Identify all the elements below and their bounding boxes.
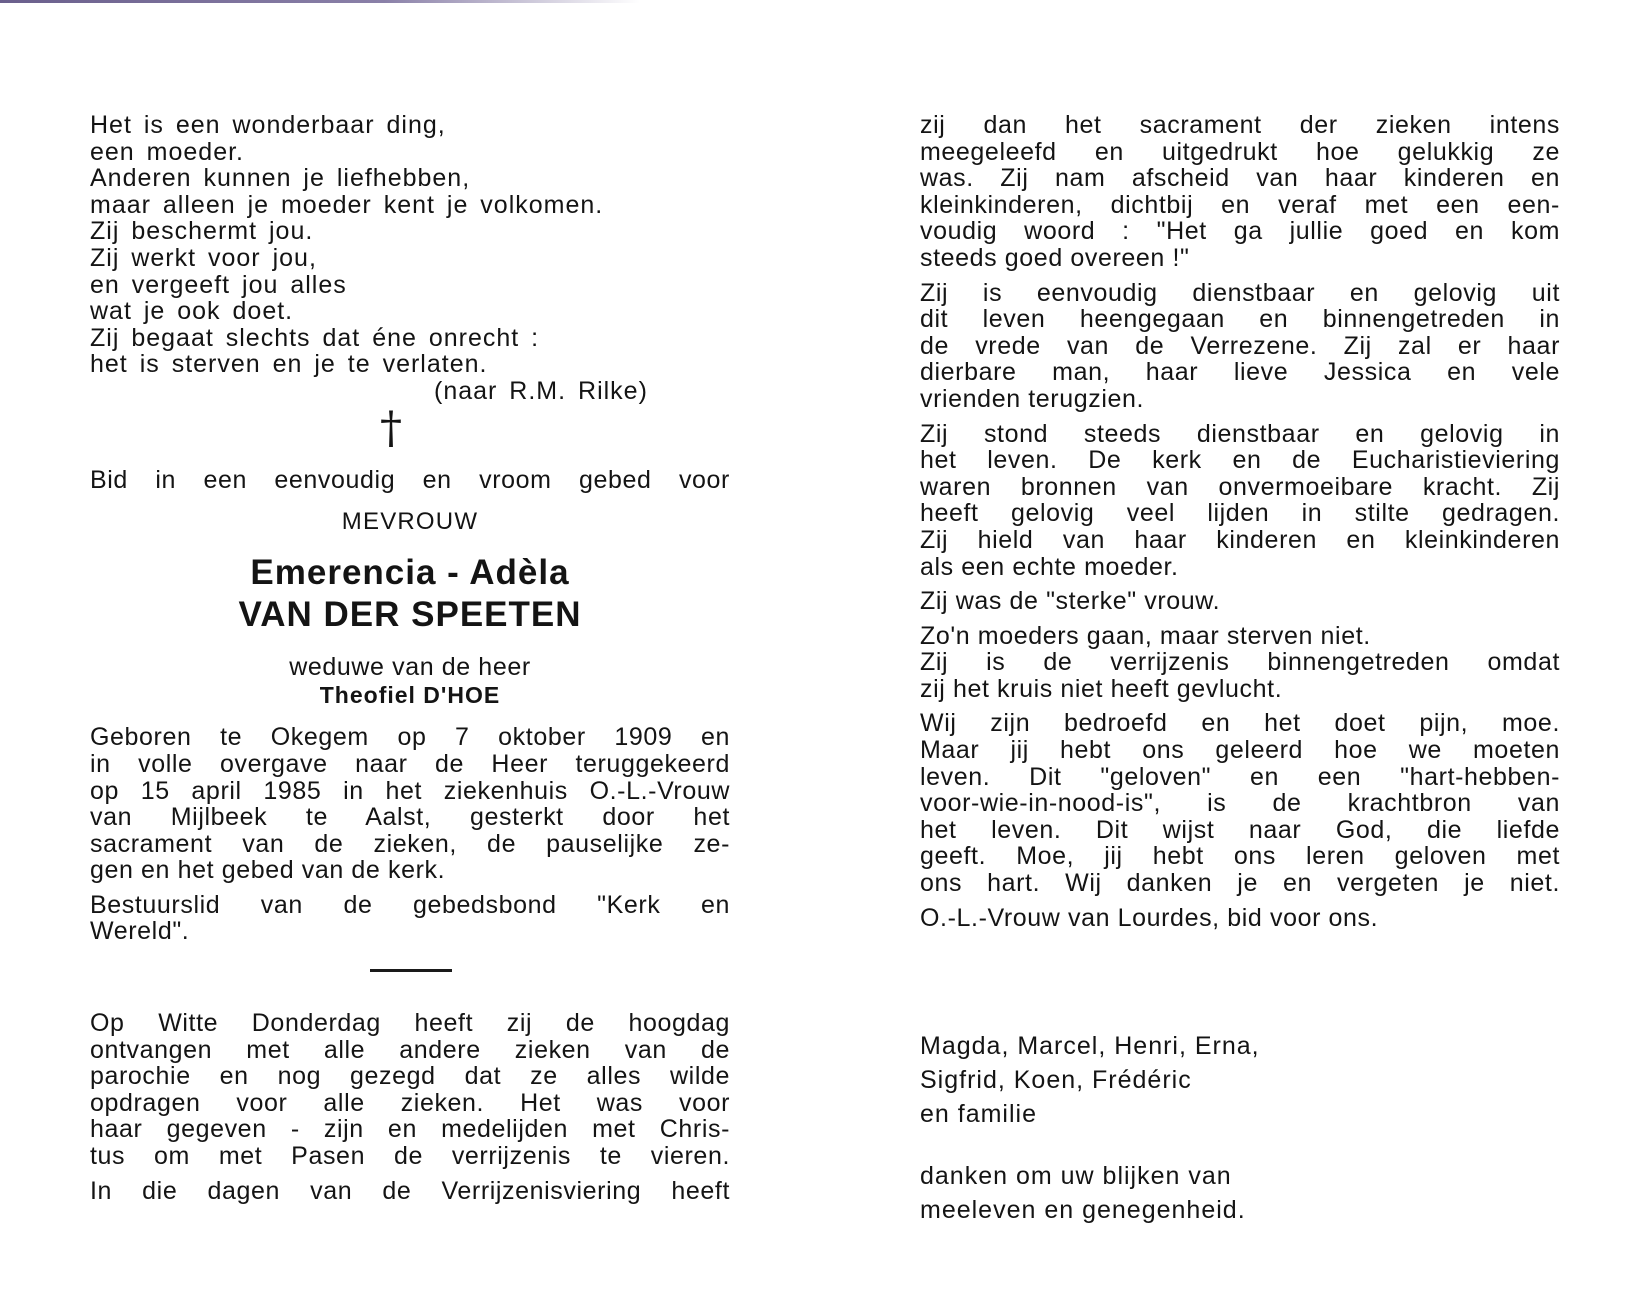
text-line: zij dan het sacrament der zieken intens [920,111,1560,139]
text-line: het leven. De kerk en de Eucharistieviering [920,446,1560,475]
strong-woman-line: Zij was de "sterke" vrouw. [920,587,1221,616]
poem-line: wat je ook doet. [90,297,294,326]
text-line: gen en het gebed van de kerk. [90,856,446,885]
divider [370,969,452,972]
text-line: heeft gelovig veel lijden in stilte gedragen. [920,499,1560,528]
text-line: haar gegeven - zijn en medelijden met Chris- [90,1115,730,1144]
text-line: vrienden terugzien. [920,384,1145,413]
paragraph-faith [920,280,1560,413]
poem-attribution: (naar R.M. Rilke) [434,376,648,405]
poem-line: en vergeeft jou alles [90,270,347,299]
text-line: als een echte moeder. [920,552,1179,581]
text-line: Wij zijn bedroefd en het doet pijn, moe. [920,709,1560,738]
text-line: Zij hield van haar kinderen en kleinkinderen [920,525,1560,554]
husband-name: Theofiel D'HOE [319,682,501,709]
member-paragraph [90,892,730,945]
poem-line: Het is een wonderbaar ding, [90,111,446,139]
text-line: Zo'n moeders gaan, maar sterven niet. [920,621,1371,650]
deceased-first-name: Emerencia - Adèla [250,552,570,592]
poem-line: het is sterven en je te verlaten. [90,350,488,379]
scan-edge [0,0,640,3]
text-line: Zij is eenvoudig dienstbaar en gelovig uit [920,278,1560,307]
text-line: Bestuurslid van de gebedsbond "Kerk en [90,890,730,919]
text-line: Op Witte Donderdag heeft zij de hoogdag [90,1009,730,1038]
widow-of-line: weduwe van de heer [289,652,531,681]
paragraph-resurrection [920,623,1560,703]
text-line: voudig woord : "Het ga jullie goed en kom [920,217,1560,246]
text-line: Zij stond steeds dienstbaar en gelovig in [920,419,1560,448]
right-column [920,112,1560,1227]
text-line: dierbare man, haar lieve Jessica en vele [920,358,1560,387]
text-line: Zij is de verrijzenis binnengetreden omdat [920,648,1560,677]
poem-line: Zij werkt voor jou, [90,243,317,272]
family-line: en familie [920,1100,1037,1129]
text-line: het leven. Dit wijst naar God, die liefde [920,815,1560,844]
title-mevrouw: MEVROUW [341,508,479,536]
text-line: sacrament van de zieken, de pauselijke ze- [90,829,730,858]
thanks-line: danken om uw blijken van [920,1162,1232,1191]
poem-line: Zij begaat slechts dat éne onrecht : [90,323,540,352]
poem-line: maar alleen je moeder kent je volkomen. [90,190,604,219]
paragraph-sacrament [920,112,1560,272]
text-line: zij het kruis niet heeft gevlucht. [920,674,1283,703]
text-line: ons hart. Wij danken je en vergeten je niet. [920,869,1560,898]
text-line: Geboren te Okegem op 7 oktober 1909 en [90,723,730,752]
text-line: leven. Dit "geloven" en een "hart-hebben- [920,762,1560,791]
text-line: dit leven heengegaan en binnengetreden in [920,305,1560,334]
paragraph-grief [920,710,1560,896]
family-names [920,1029,1560,1131]
text-line: meegeleefd en uitgedrukt hoe gelukkig ze [920,137,1560,166]
paragraph-life [920,421,1560,581]
text-line: Maar jij hebt ons geleerd hoe we moeten [920,736,1560,765]
poem-line: Zij beschermt jou. [90,217,314,246]
text-line: ontvangen met alle andere zieken van de [90,1035,730,1064]
text-line: waren bronnen van onvermoeibare kracht. Zij [920,472,1560,501]
thursday-paragraph [90,1010,730,1170]
text-line: kleinkinderen, dichtbij en veraf met een een- [920,190,1560,219]
poem-line: een moeder. [90,137,244,166]
text-line: van Mijlbeek te Aalst, gesterkt door het [90,803,730,832]
thanks-block [920,1159,1560,1227]
text-line: opdragen voor alle zieken. Het was voor [90,1088,730,1117]
text-line: parochie en nog gezegd dat ze alles wilde [90,1062,730,1091]
text-line: de vrede van de Verrezene. Zij zal er haar [920,331,1560,360]
left-column [90,112,730,1204]
text-line: was. Zij nam afscheid van haar kinderen en [920,164,1560,193]
text-line: geeft. Moe, jij hebt ons leren geloven met [920,842,1560,871]
cross-icon: † [380,402,402,454]
poem [90,112,730,405]
text-line: in volle overgave naar de Heer teruggekeerd [90,749,730,778]
prayer-line: Bid in een eenvoudig en vroom gebed voor [90,465,730,494]
deceased-last-name: VAN DER SPEETEN [238,594,582,634]
poem-line: Anderen kunnen je liefhebben, [90,164,471,193]
lourdes-prayer: O.-L.-Vrouw van Lourdes, bid voor ons. [920,903,1379,932]
thanks-line: meeleven en genegenheid. [920,1196,1246,1225]
text-line: voor-wie-in-nood-is", is de krachtbron van [920,789,1560,818]
text-line: op 15 april 1985 in het ziekenhuis O.-L.-Vrouw [90,776,730,805]
text-line: steeds goed overeen !" [920,243,1190,272]
text-line: Wereld". [90,917,190,946]
birth-paragraph [90,724,730,884]
family-line: Sigfrid, Koen, Frédéric [920,1066,1192,1095]
family-line: Magda, Marcel, Henri, Erna, [920,1032,1260,1061]
easter-line: In die dagen van de Verrijzenisviering heeft [90,1176,730,1205]
text-line: tus om met Pasen de verrijzenis te vieren. [90,1142,730,1171]
